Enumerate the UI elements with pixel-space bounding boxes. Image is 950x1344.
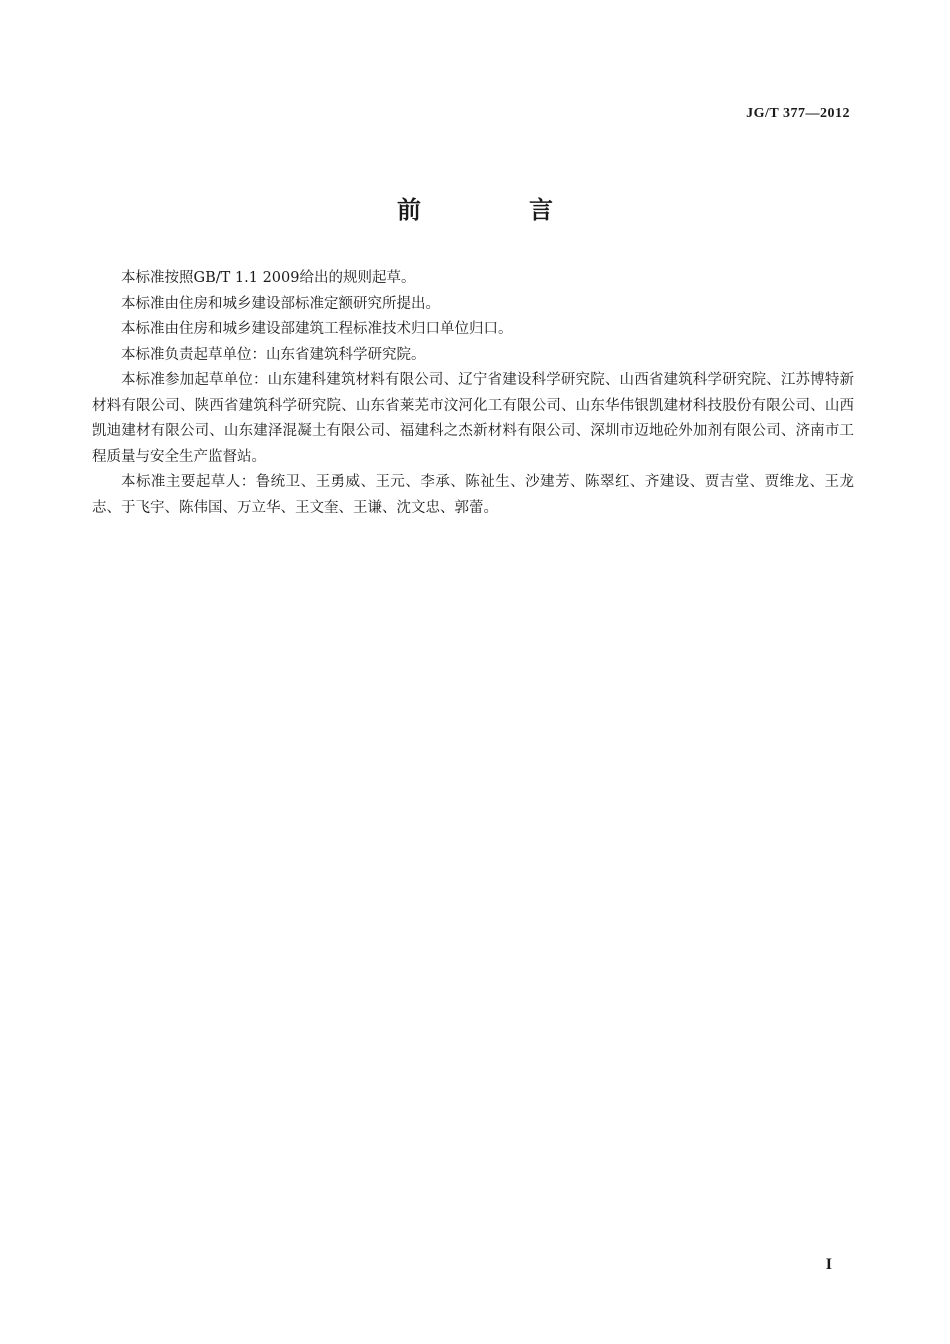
paragraph-drafting-rules: 本标准按照GB/T 1.1 2009给出的规则起草。 (121, 270, 416, 286)
page-number: I (825, 1256, 832, 1273)
paragraph-participating-units: 本标准参加起草单位：山东建科建筑材料有限公司、辽宁省建设科学研究院、山西省建筑科学研究院、江苏博特新材料有限公司、陕西省建筑科学研究院、山东省莱芜市汶河化工有限公司、山东华伟银凯建材科技股份有限公司、山西凯迪建材有限公司、山东建泽混凝土有限公司、福建科之杰新材料有限公司、深圳市迈地砼外加剂有限公司、济南市工程质量与安全生产监督站。 (92, 372, 854, 465)
paragraph-lead-drafter: 本标准负责起草单位：山东省建筑科学研究院。 (121, 346, 426, 363)
paragraph-administrator: 本标准由住房和城乡建设部建筑工程标准技术归口单位归口。 (121, 321, 513, 337)
page-title: 前 言 (397, 195, 595, 224)
standard-code: JG/T 377—2012 (746, 106, 850, 121)
foreword-body (92, 266, 854, 521)
paragraph-proposer: 本标准由住房和城乡建设部标准定额研究所提出。 (121, 295, 440, 312)
paragraph-main-drafters: 本标准主要起草人：鲁统卫、王勇威、王元、李承、陈祉生、沙建芳、陈翠红、齐建设、贾吉堂、贾维龙、王龙志、于飞宇、陈伟国、万立华、王文奎、王谦、沈文忠、郭蕾。 (92, 474, 854, 516)
